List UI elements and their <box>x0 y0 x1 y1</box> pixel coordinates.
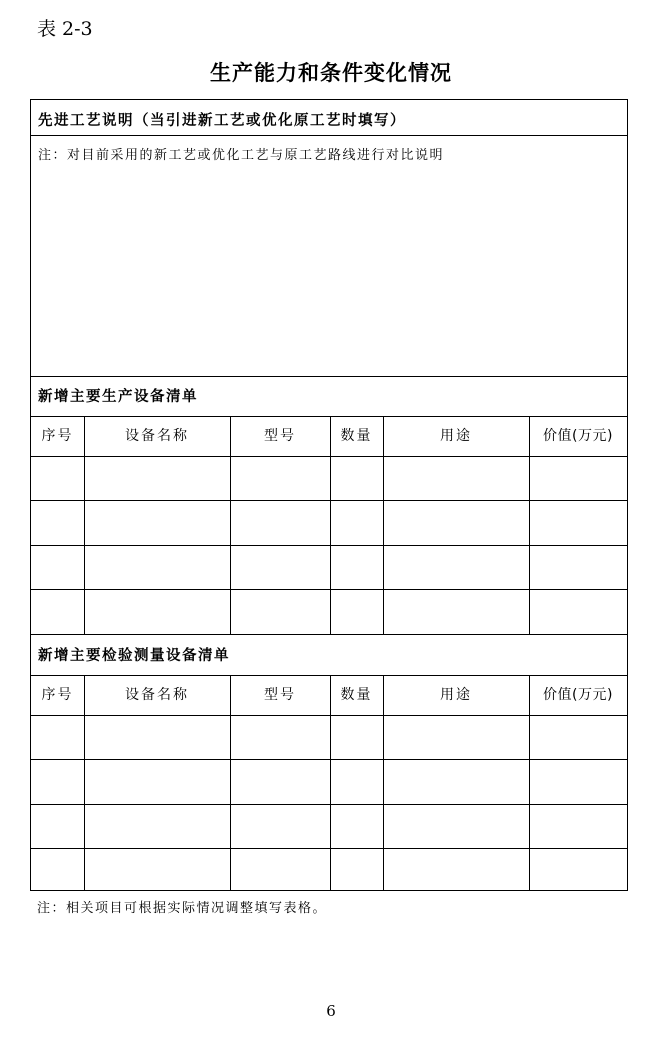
table-cell[interactable] <box>529 589 627 634</box>
table-cell[interactable] <box>230 456 330 500</box>
form-table <box>30 99 628 891</box>
table-cell[interactable] <box>529 848 627 891</box>
table-number: 表 2-3 <box>37 18 93 40</box>
table-cell[interactable] <box>84 456 230 500</box>
table-cell[interactable] <box>383 848 529 891</box>
column-header-value: 价值(万元) <box>543 428 613 444</box>
table-cell[interactable] <box>31 715 84 759</box>
divider <box>31 634 627 635</box>
table-cell[interactable] <box>529 545 627 589</box>
table-cell[interactable] <box>230 500 330 545</box>
table-cell[interactable] <box>31 589 84 634</box>
table-cell[interactable] <box>230 589 330 634</box>
table-cell[interactable] <box>230 759 330 804</box>
table-cell[interactable] <box>84 759 230 804</box>
table-cell[interactable] <box>383 456 529 500</box>
column-header-index: 序号 <box>41 428 74 444</box>
table-cell[interactable] <box>383 759 529 804</box>
column-header-purpose: 用途 <box>440 428 472 444</box>
table-cell[interactable] <box>330 500 383 545</box>
inspection-equipment-heading: 新增主要检验测量设备清单 <box>38 648 230 664</box>
process-note: 注：对目前采用的新工艺或优化工艺与原工艺路线进行对比说明 <box>38 148 445 163</box>
column-header-index: 序号 <box>41 687 74 703</box>
table-cell[interactable] <box>330 545 383 589</box>
table-cell[interactable] <box>383 500 529 545</box>
table-cell[interactable] <box>230 715 330 759</box>
process-description-area[interactable] <box>31 162 627 374</box>
column-header-name: 设备名称 <box>125 428 189 444</box>
table-cell[interactable] <box>84 500 230 545</box>
table-cell[interactable] <box>330 715 383 759</box>
production-equipment-heading: 新增主要生产设备清单 <box>38 389 198 405</box>
table-cell[interactable] <box>84 715 230 759</box>
divider <box>31 135 627 136</box>
page-number: 6 <box>326 1002 336 1020</box>
table-cell[interactable] <box>529 759 627 804</box>
column-header-model: 型号 <box>264 428 296 444</box>
table-cell[interactable] <box>330 848 383 891</box>
table-cell[interactable] <box>31 545 84 589</box>
column-header-quantity: 数量 <box>340 428 373 444</box>
table-cell[interactable] <box>330 456 383 500</box>
column-header-purpose: 用途 <box>440 687 472 703</box>
table-cell[interactable] <box>31 848 84 891</box>
table-cell[interactable] <box>383 715 529 759</box>
table-cell[interactable] <box>529 456 627 500</box>
table-cell[interactable] <box>529 500 627 545</box>
table-cell[interactable] <box>230 804 330 848</box>
column-header-model: 型号 <box>264 687 296 703</box>
footnote: 注：相关项目可根据实际情况调整填写表格。 <box>37 901 328 916</box>
table-cell[interactable] <box>31 804 84 848</box>
table-cell[interactable] <box>230 848 330 891</box>
page-title: 生产能力和条件变化情况 <box>210 60 452 85</box>
table-cell[interactable] <box>84 545 230 589</box>
column-header-value: 价值(万元) <box>543 687 613 703</box>
table-cell[interactable] <box>31 759 84 804</box>
table-cell[interactable] <box>330 804 383 848</box>
divider <box>31 376 627 377</box>
table-cell[interactable] <box>84 848 230 891</box>
table-cell[interactable] <box>383 545 529 589</box>
table-cell[interactable] <box>529 804 627 848</box>
column-header-quantity: 数量 <box>340 687 373 703</box>
table-cell[interactable] <box>84 589 230 634</box>
column-header-name: 设备名称 <box>125 687 189 703</box>
table-cell[interactable] <box>31 456 84 500</box>
table-cell[interactable] <box>529 715 627 759</box>
table-cell[interactable] <box>383 804 529 848</box>
table-cell[interactable] <box>383 589 529 634</box>
table-cell[interactable] <box>230 545 330 589</box>
table-cell[interactable] <box>330 589 383 634</box>
table-cell[interactable] <box>330 759 383 804</box>
table-cell[interactable] <box>84 804 230 848</box>
table-cell[interactable] <box>31 500 84 545</box>
process-section-heading: 先进工艺说明（当引进新工艺或优化原工艺时填写） <box>38 113 406 129</box>
